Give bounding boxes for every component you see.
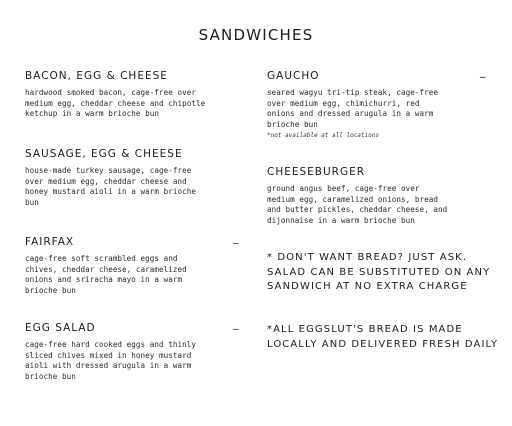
menu-item-name: CHEESEBURGER xyxy=(267,166,366,178)
menu-item-name: FAIRFAX xyxy=(25,236,75,248)
menu-item-name: BACON, EGG & CHEESE xyxy=(25,70,168,82)
bread-substitution-callout: * DON'T WANT BREAD? JUST ASK. SALAD CAN BE SUBSTITUTED ON ANY SANDWICH AT NO EXTRA CHARGE xyxy=(267,252,491,292)
menu-item-cheeseburger xyxy=(267,166,492,226)
menu-item-name: GAUCHO xyxy=(267,70,320,82)
menu-item-description: hardwood smoked bacon, cage-free over medium egg, cheddar cheese and chipotle ketchup in a warm brioche bun xyxy=(25,88,206,118)
menu-item-description: seared wagyu tri-tip steak, cage-free over medium egg, chimichurri, red onions and dressed arugula in a warm brioche bun xyxy=(267,88,439,129)
divider-dash: _ xyxy=(480,65,486,78)
section-title: SANDWICHES xyxy=(198,26,314,44)
menu-item-fairfax xyxy=(25,236,265,296)
menu-item-description: house-made turkey sausage, cage-free over medium egg, cheddar cheese and honey mustard aioli in a warm brioche bun xyxy=(25,166,197,207)
availability-note: *not available at all locations xyxy=(267,132,379,139)
menu-item-sausage-egg-cheese xyxy=(25,148,265,208)
menu-item-description: cage-free hard cooked eggs and thinly sliced chives mixed in honey mustard aioli with dressed arugula in a warm brioche bun xyxy=(25,340,197,381)
bread-source-callout: *ALL EGGSLUT'S BREAD IS MADE LOCALLY AND DELIVERED FRESH DAILY xyxy=(267,324,499,350)
menu-item-name: SAUSAGE, EGG & CHEESE xyxy=(25,148,183,160)
menu-item-bacon-egg-cheese xyxy=(25,70,265,120)
divider-dash: _ xyxy=(233,231,239,244)
menu-item-gaucho xyxy=(267,70,492,140)
divider-dash: _ xyxy=(233,317,239,330)
menu-item-name: EGG SALAD xyxy=(25,322,96,334)
menu-item-description: ground angus beef, cage-free over medium egg, caramelized onions, bread and butter pickles, cheddar cheese, and dijonnaise in a warm brioche bun xyxy=(267,184,448,225)
menu-item-description: cage-free soft scrambled eggs and chives, cheddar cheese, caramelized onions and sriracha mayo in a warm brioche bun xyxy=(25,254,187,295)
menu-item-egg-salad xyxy=(25,322,265,382)
